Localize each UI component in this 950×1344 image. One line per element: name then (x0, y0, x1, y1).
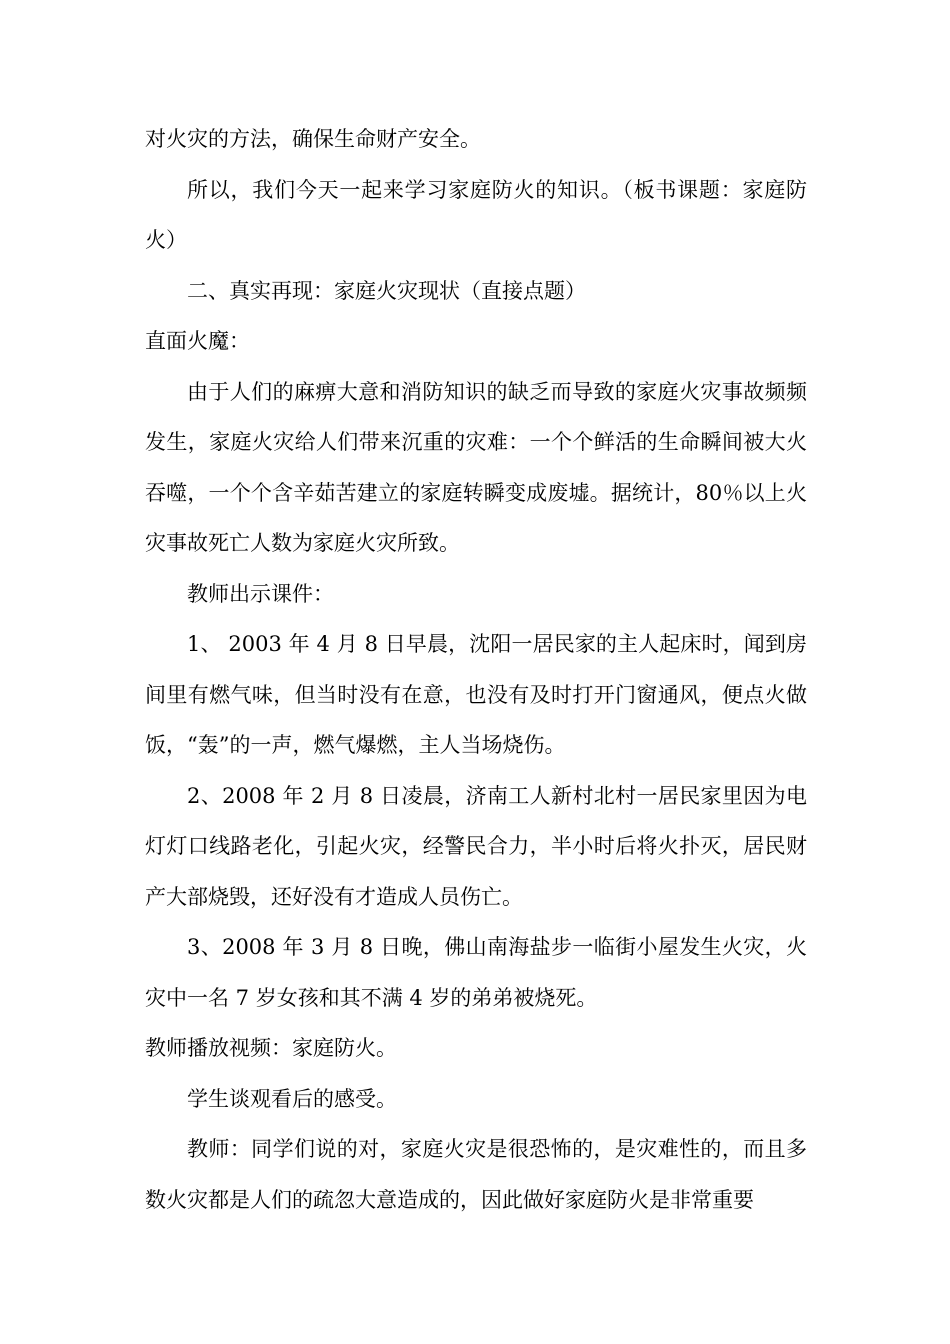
paragraph-teacher-summary: 教师：同学们说的对，家庭火灾是很恐怖的，是灾难性的，而且多数火灾都是人们的疏忽大意造成的，因此做好家庭防火是非常重要 (145, 1137, 807, 1212)
document-body (145, 114, 807, 1225)
paragraph-teacher-plays-video: 教师播放视频：家庭防火。 (145, 1036, 397, 1060)
paragraph-continuation: 对火灾的方法，确保生命财产安全。 (145, 127, 481, 151)
paragraph-teacher-shows-courseware: 教师出示课件： (187, 581, 334, 606)
paragraph-case-3: 3、2008 年 3 月 8 日晚，佛山南海盐步一临街小屋发生火灾，火灾中一名 7 岁女孩和其不满 4 岁的弟弟被烧死。 (145, 935, 807, 1010)
paragraph-student-feelings: 学生谈观看后的感受。 (187, 1086, 397, 1111)
paragraph-lesson-intro: 所以，我们今天一起来学习家庭防火的知识。（板书课题：家庭防火） (145, 177, 807, 252)
subheading-face-the-fire: 直面火魔： (145, 329, 250, 353)
paragraph-case-2: 2、2008 年 2 月 8 日凌晨，济南工人新村北村一居民家里因为电灯灯口线路老化，引起火灾，经警民合力，半小时后将火扑灭，居民财产大部烧毁，还好没有才造成人员伤亡。 (145, 783, 807, 909)
paragraph-case-1: 1、 2003 年 4 月 8 日早晨，沈阳一居民家的主人起床时，闻到房间里有燃气味，但当时没有在意，也没有及时打开门窗通风，便点火做饭，“轰”的一声，燃气爆燃，主人当场烧伤。 (145, 632, 807, 757)
paragraph-fire-statistics: 由于人们的麻痹大意和消防知识的缺乏而导致的家庭火灾事故频频发生，家庭火灾给人们带来沉重的灾难：一个个鲜活的生命瞬间被大火吞噬，一个个含辛茹苦建立的家庭转瞬变成废墟。据统计，80％以上火灾事故死亡人数为家庭火灾所致。 (145, 379, 807, 555)
section-heading-current-situation: 二、真实再现：家庭火灾现状（直接点题） (187, 278, 586, 303)
